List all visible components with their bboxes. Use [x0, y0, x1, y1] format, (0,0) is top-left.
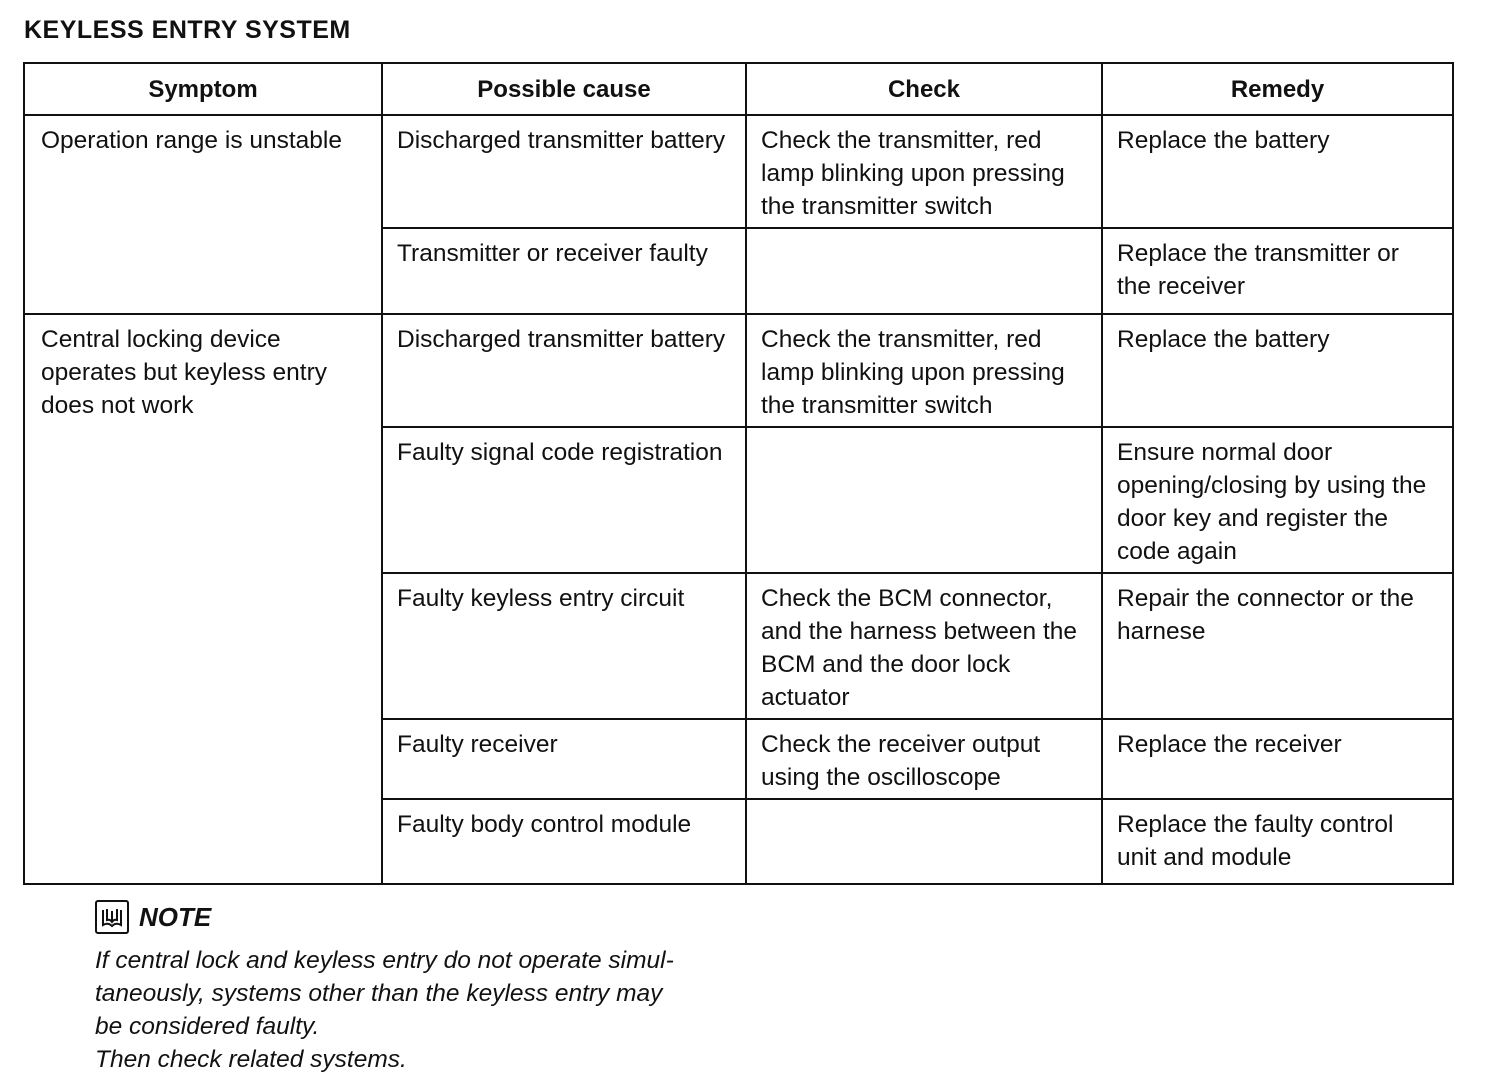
diagnosis-table: [23, 62, 1454, 885]
cause-cell: Faulty receiver: [382, 719, 746, 799]
header-check: Check: [746, 63, 1102, 115]
check-cell: Check the transmitter, red lamp blinking upon pressing the transmitter switch: [746, 314, 1102, 427]
check-cell: Check the transmitter, red lamp blinking upon pressing the transmitter switch: [746, 115, 1102, 228]
cause-cell: Discharged transmitter battery: [382, 314, 746, 427]
cause-cell: Faulty keyless entry circuit: [382, 573, 746, 719]
remedy-cell: Replace the battery: [1102, 314, 1453, 427]
table-row: [24, 314, 1453, 427]
page-title: KEYLESS ENTRY SYSTEM: [24, 16, 351, 44]
note-text-line: taneously, systems other than the keyless entry may: [95, 980, 663, 1007]
cause-cell: Transmitter or receiver faulty: [382, 228, 746, 314]
table-row: [24, 115, 1453, 228]
header-possible-cause: Possible cause: [382, 63, 746, 115]
cause-cell: Faulty signal code registration: [382, 427, 746, 573]
check-cell: [746, 228, 1102, 314]
note-text-line: Then check related systems.: [95, 1046, 407, 1073]
remedy-cell: Replace the transmitter or the receiver: [1102, 228, 1453, 314]
remedy-cell: Replace the battery: [1102, 115, 1453, 228]
symptom-cell: Central locking device operates but keyless entry does not work: [24, 314, 382, 884]
header-symptom: Symptom: [24, 63, 382, 115]
book-note-icon: [95, 900, 129, 934]
note-text-line: If central lock and keyless entry do not operate simul-: [95, 947, 674, 974]
check-cell: Check the receiver output using the oscilloscope: [746, 719, 1102, 799]
cause-cell: Discharged transmitter battery: [382, 115, 746, 228]
check-cell: [746, 799, 1102, 884]
remedy-cell: Replace the receiver: [1102, 719, 1453, 799]
remedy-cell: Replace the faulty control unit and module: [1102, 799, 1453, 884]
table-header-row: [24, 63, 1453, 115]
remedy-cell: Repair the connector or the harnese: [1102, 573, 1453, 719]
note-text-line: be considered faulty.: [95, 1013, 320, 1040]
note-header: [95, 900, 775, 934]
remedy-cell: Ensure normal door opening/closing by using the door key and register the code again: [1102, 427, 1453, 573]
header-remedy: Remedy: [1102, 63, 1453, 115]
note-section: [95, 900, 775, 1076]
symptom-cell: Operation range is unstable: [24, 115, 382, 314]
check-cell: [746, 427, 1102, 573]
check-cell: Check the BCM connector, and the harness between the BCM and the door lock actuator: [746, 573, 1102, 719]
cause-cell: Faulty body control module: [382, 799, 746, 884]
note-label: NOTE: [139, 901, 212, 932]
